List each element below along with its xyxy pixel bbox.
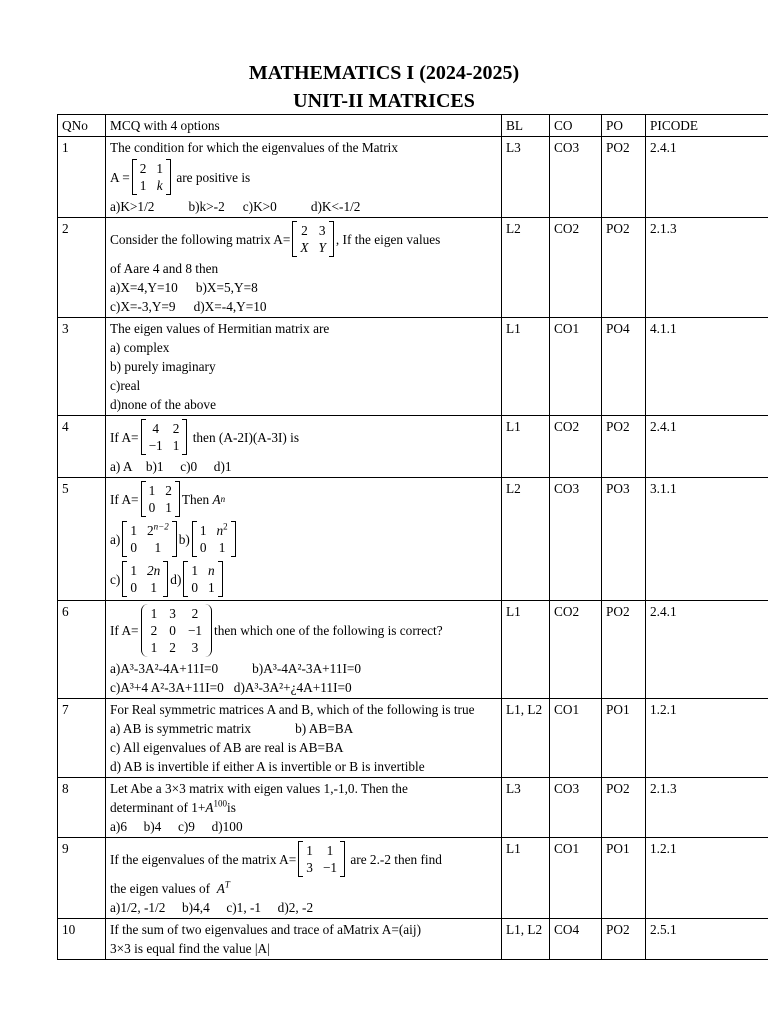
bl-cell: L1 bbox=[502, 416, 550, 478]
options-line: c)A³+4 A²-3A+11I=0 d)A³-3A²+¿4A+11I=0 bbox=[110, 680, 352, 695]
picode-cell: 2.4.1 bbox=[646, 601, 768, 699]
question-text bbox=[106, 838, 502, 919]
option-d: d)none of the above bbox=[110, 397, 216, 412]
question-line: the eigen values of $A^T$ bbox=[110, 879, 230, 896]
matrix: 2 3 X Y bbox=[292, 221, 334, 257]
picode-cell: 2.1.3 bbox=[646, 218, 768, 318]
picode-cell: 2.1.3 bbox=[646, 778, 768, 838]
question-number: 7 bbox=[58, 699, 106, 778]
table-row bbox=[58, 318, 768, 416]
po-cell: PO1 bbox=[602, 699, 646, 778]
matrix: 1 3 2 2 0 −1 1 2 3 bbox=[141, 604, 212, 657]
matrix: 1 $2^{n-2}$ 0 1 bbox=[122, 521, 176, 557]
po-cell: PO2 bbox=[602, 919, 646, 960]
options-line: a) A b)1 c)0 d)1 bbox=[110, 459, 232, 474]
matrix: 4 2 −1 1 bbox=[141, 419, 188, 455]
table-row bbox=[58, 137, 768, 218]
option-a: a) complex bbox=[110, 340, 170, 355]
question-number: 8 bbox=[58, 778, 106, 838]
bl-cell: L1 bbox=[502, 601, 550, 699]
option-d: d) AB is invertible if either A is invertible or B is invertible bbox=[110, 759, 425, 774]
matrix: 1 1 3 −1 bbox=[298, 841, 345, 877]
co-cell: CO1 bbox=[550, 318, 602, 416]
option-c: c) All eigenvalues of AB are real is AB=BA bbox=[110, 740, 344, 755]
table-row bbox=[58, 218, 768, 318]
picode-cell: 2.5.1 bbox=[646, 919, 768, 960]
po-cell: PO2 bbox=[602, 137, 646, 218]
question-prefix: Consider the following matrix A= bbox=[110, 231, 291, 247]
header-bl: BL bbox=[502, 115, 550, 137]
question-suffix: are positive is bbox=[176, 169, 251, 185]
picode-cell: 2.4.1 bbox=[646, 416, 768, 478]
table-header-row bbox=[58, 115, 768, 137]
bl-cell: L2 bbox=[502, 218, 550, 318]
table-row bbox=[58, 416, 768, 478]
page-title: MATHEMATICS I (2024-2025) bbox=[248, 62, 520, 84]
co-cell: CO3 bbox=[550, 478, 602, 601]
bl-cell: L1 bbox=[502, 318, 550, 416]
option-b: b) purely imaginary bbox=[110, 359, 216, 374]
question-prefix: A = bbox=[110, 169, 130, 185]
co-cell: CO2 bbox=[550, 218, 602, 318]
po-cell: PO1 bbox=[602, 838, 646, 919]
question-number: 5 bbox=[58, 478, 106, 601]
po-cell: PO2 bbox=[602, 218, 646, 318]
picode-cell: 3.1.1 bbox=[646, 478, 768, 601]
question-text bbox=[106, 699, 502, 778]
table-row bbox=[58, 601, 768, 699]
header-po: PO bbox=[602, 115, 646, 137]
bl-cell: L3 bbox=[502, 137, 550, 218]
co-cell: CO3 bbox=[550, 778, 602, 838]
matrix: 2 1 1 k bbox=[132, 159, 171, 195]
options-line: a)K>1/2 b)k>-2 c)K>0 d)K<-1/2 bbox=[110, 199, 361, 214]
question-line: Let Abe a 3×3 matrix with eigen values 1,-1,0. Then the bbox=[110, 781, 408, 796]
question-text bbox=[106, 601, 502, 699]
header-co: CO bbox=[550, 115, 602, 137]
bl-cell: L3 bbox=[502, 778, 550, 838]
po-cell: PO2 bbox=[602, 416, 646, 478]
question-suffix: then (A-2I)(A-3I) is bbox=[192, 429, 300, 445]
question-text bbox=[106, 416, 502, 478]
po-cell: PO2 bbox=[602, 601, 646, 699]
question-text bbox=[106, 137, 502, 218]
question-number: 3 bbox=[58, 318, 106, 416]
co-cell: CO2 bbox=[550, 416, 602, 478]
matrix: 1 $n^2$ 0 1 bbox=[192, 521, 236, 557]
option-c: c)real bbox=[110, 378, 141, 393]
picode-cell: 4.1.1 bbox=[646, 318, 768, 416]
table-row bbox=[58, 778, 768, 838]
co-cell: CO2 bbox=[550, 601, 602, 699]
matrix: 1 n 0 1 bbox=[183, 561, 222, 597]
po-cell: PO2 bbox=[602, 778, 646, 838]
options-line: a)1/2, -1/2 b)4,4 c)1, -1 d)2, -2 bbox=[110, 900, 314, 915]
question-number: 10 bbox=[58, 919, 106, 960]
bl-cell: L1 bbox=[502, 838, 550, 919]
options-line: a) 1 $2^{n-2}$ 0 1 b) 1 $n^2$ 0 1 bbox=[110, 519, 498, 559]
co-cell: CO4 bbox=[550, 919, 602, 960]
table-row bbox=[58, 478, 768, 601]
picode-cell: 2.4.1 bbox=[646, 137, 768, 218]
question-prefix: If A= bbox=[110, 491, 139, 507]
question-line: of Aare 4 and 8 then bbox=[110, 261, 219, 276]
options-line: c)X=-3,Y=9 d)X=-4,Y=10 bbox=[110, 299, 267, 314]
picode-cell: 1.2.1 bbox=[646, 838, 768, 919]
header-picode: PICODE bbox=[646, 115, 768, 137]
question-line: For Real symmetric matrices A and B, which of the following is true bbox=[110, 702, 475, 717]
question-text bbox=[106, 919, 502, 960]
question-line: determinant of $1+A^{100}is$ bbox=[110, 798, 236, 815]
table-row bbox=[58, 699, 768, 778]
co-cell: CO3 bbox=[550, 137, 602, 218]
question-prefix: If A= bbox=[110, 429, 139, 445]
options-line: a)A³-3A²-4A+11I=0 b)A³-4A²-3A+11I=0 bbox=[110, 661, 362, 676]
question-number: 6 bbox=[58, 601, 106, 699]
table-row bbox=[58, 919, 768, 960]
question-text: If A= 1 2 0 1 Then A n a) 1 $2^{n-2}$ 0 1 b) 1 $n^2$ 0 1 c) 1 2n 0 1 d) 1 n 0 1 bbox=[106, 478, 502, 601]
question-number: 2 bbox=[58, 218, 106, 318]
options-line: a)6 b)4 c)9 d)100 bbox=[110, 819, 243, 834]
co-cell: CO1 bbox=[550, 838, 602, 919]
header-qno: QNo bbox=[58, 115, 106, 137]
bl-cell: L2 bbox=[502, 478, 550, 601]
page-subtitle: UNIT-II MATRICES bbox=[293, 90, 475, 112]
question-suffix: then which one of the following is correct? bbox=[214, 623, 443, 638]
question-suffix: are 2.-2 then find bbox=[350, 851, 442, 867]
question-number: 1 bbox=[58, 137, 106, 218]
question-line: The condition for which the eigenvalues of the Matrix bbox=[110, 140, 399, 155]
question-text bbox=[106, 218, 502, 318]
question-text bbox=[106, 778, 502, 838]
bl-cell: L1, L2 bbox=[502, 699, 550, 778]
question-suffix: Then bbox=[181, 491, 210, 507]
bl-cell: L1, L2 bbox=[502, 919, 550, 960]
question-suffix: , If the eigen values bbox=[335, 231, 441, 247]
question-line: 3×3 is equal find the value |A| bbox=[110, 941, 270, 956]
question-text bbox=[106, 318, 502, 416]
options-line: a) AB is symmetric matrix b) AB=BA bbox=[110, 721, 354, 736]
question-number: 9 bbox=[58, 838, 106, 919]
header-mcq: MCQ with 4 options bbox=[106, 115, 502, 137]
co-cell: CO1 bbox=[550, 699, 602, 778]
matrix: 1 2n 0 1 bbox=[122, 561, 168, 597]
question-prefix: If A= bbox=[110, 623, 139, 638]
po-cell: PO3 bbox=[602, 478, 646, 601]
question-line: The eigen values of Hermitian matrix are bbox=[110, 321, 330, 336]
options-line: c) 1 2n 0 1 d) 1 n 0 1 bbox=[110, 559, 498, 599]
question-number: 4 bbox=[58, 416, 106, 478]
table-row bbox=[58, 838, 768, 919]
matrix: 1 2 0 1 bbox=[141, 481, 180, 517]
po-cell: PO4 bbox=[602, 318, 646, 416]
questions-table bbox=[57, 114, 768, 960]
question-line: If the sum of two eigenvalues and trace of aMatrix A=(aij) bbox=[110, 922, 422, 937]
question-prefix: If the eigenvalues of the matrix A= bbox=[110, 851, 297, 867]
picode-cell: 1.2.1 bbox=[646, 699, 768, 778]
options-line: a)X=4,Y=10 b)X=5,Y=8 bbox=[110, 280, 258, 295]
